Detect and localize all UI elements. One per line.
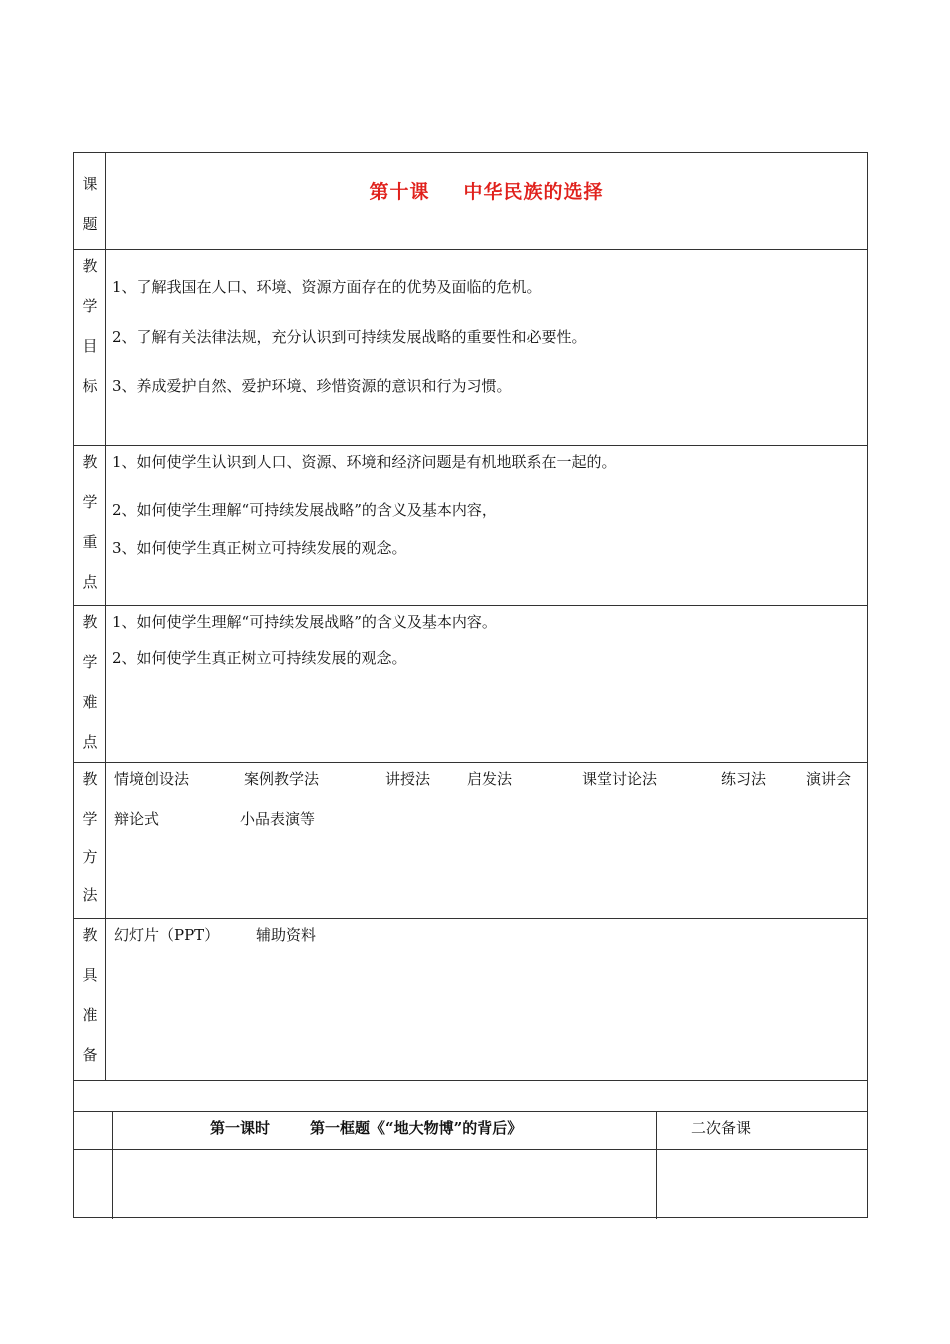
- label-char: 学: [82, 297, 98, 315]
- label-char: 学: [82, 653, 98, 671]
- objectives-row: [74, 249, 867, 445]
- difficulties-row: [74, 605, 867, 762]
- label-char: 点: [82, 733, 98, 751]
- material-item: 幻灯片（PPT）: [114, 926, 220, 944]
- lesson-title: [106, 177, 867, 204]
- label-char: 难: [82, 693, 98, 711]
- method-item: 启发法: [467, 770, 513, 788]
- method-item: 情境创设法: [114, 770, 190, 788]
- label-char: 题: [82, 215, 98, 233]
- label-char: 教: [82, 770, 98, 788]
- objective-item: 2、了解有关法律法规，充分认识到可持续发展战略的重要性和必要性。: [112, 328, 587, 346]
- difficulty-item: 1、如何使学生理解“可持续发展战略”的含义及基本内容。: [112, 613, 497, 631]
- lesson-plan-table: [73, 152, 868, 1218]
- label-char: 教: [82, 926, 98, 944]
- label-char: 学: [82, 810, 98, 828]
- difficulty-item: 2、如何使学生真正树立可持续发展的观念。: [112, 649, 407, 667]
- label-char: 重: [82, 533, 98, 551]
- label-char: 标: [82, 377, 98, 395]
- label-char: 目: [82, 337, 98, 355]
- second-prep-label: 二次备课: [691, 1119, 752, 1137]
- objectives-content: [112, 249, 861, 445]
- method-item: 辩论式: [114, 810, 160, 828]
- lesson-name: 中华民族的选择: [463, 181, 604, 203]
- difficulties-label: [74, 605, 106, 762]
- objective-item: 1、了解我国在人口、环境、资源方面存在的优势及面临的危机。: [112, 278, 542, 296]
- key-point-item: 2、如何使学生理解“可持续发展战略”的含义及基本内容，: [112, 501, 497, 519]
- label-char: 具: [82, 966, 98, 984]
- method-item: 小品表演等: [240, 810, 316, 828]
- label-char: 教: [82, 613, 98, 631]
- label-char: 准: [82, 1006, 98, 1024]
- method-item: 演讲会: [806, 770, 852, 788]
- label-char: 法: [82, 886, 98, 904]
- method-item: 讲授法: [385, 770, 431, 788]
- label-char: 教: [82, 453, 98, 471]
- label-char: 教: [82, 257, 98, 275]
- key-points-label: [74, 445, 106, 605]
- objective-item: 3、养成爱护自然、爱护环境、珍惜资源的意识和行为习惯。: [112, 377, 512, 395]
- topic-label: 第一框题《“地大物博”的背后》: [310, 1119, 523, 1137]
- key-points-content: [112, 445, 861, 605]
- period-body-row: [74, 1149, 867, 1219]
- lesson-title-label: [74, 153, 106, 249]
- difficulties-content: [112, 605, 861, 762]
- key-point-item: 1、如何使学生认识到人口、资源、环境和经济问题是有机地联系在一起的。: [112, 453, 617, 471]
- session-label: 第一课时: [210, 1119, 271, 1137]
- key-point-item: 3、如何使学生真正树立可持续发展的观念。: [112, 539, 407, 557]
- row-divider: [74, 1080, 867, 1081]
- materials-row: [74, 918, 867, 1080]
- materials-content: [74, 918, 861, 1080]
- material-item: 辅助资料: [256, 926, 317, 944]
- label-char: 备: [82, 1046, 98, 1064]
- label-char: 课: [82, 175, 98, 193]
- lesson-number: 第十课: [369, 181, 430, 203]
- key-points-row: [74, 445, 867, 605]
- label-char: 点: [82, 573, 98, 591]
- objectives-label: [74, 249, 106, 445]
- label-char: 学: [82, 493, 98, 511]
- method-item: 案例教学法: [244, 770, 320, 788]
- lesson-title-row: [74, 153, 867, 249]
- method-item: 练习法: [721, 770, 767, 788]
- method-item: 课堂讨论法: [582, 770, 658, 788]
- period-header-row: [74, 1111, 867, 1149]
- label-char: 方: [82, 848, 98, 866]
- methods-row: [74, 762, 867, 918]
- methods-content: [74, 762, 861, 918]
